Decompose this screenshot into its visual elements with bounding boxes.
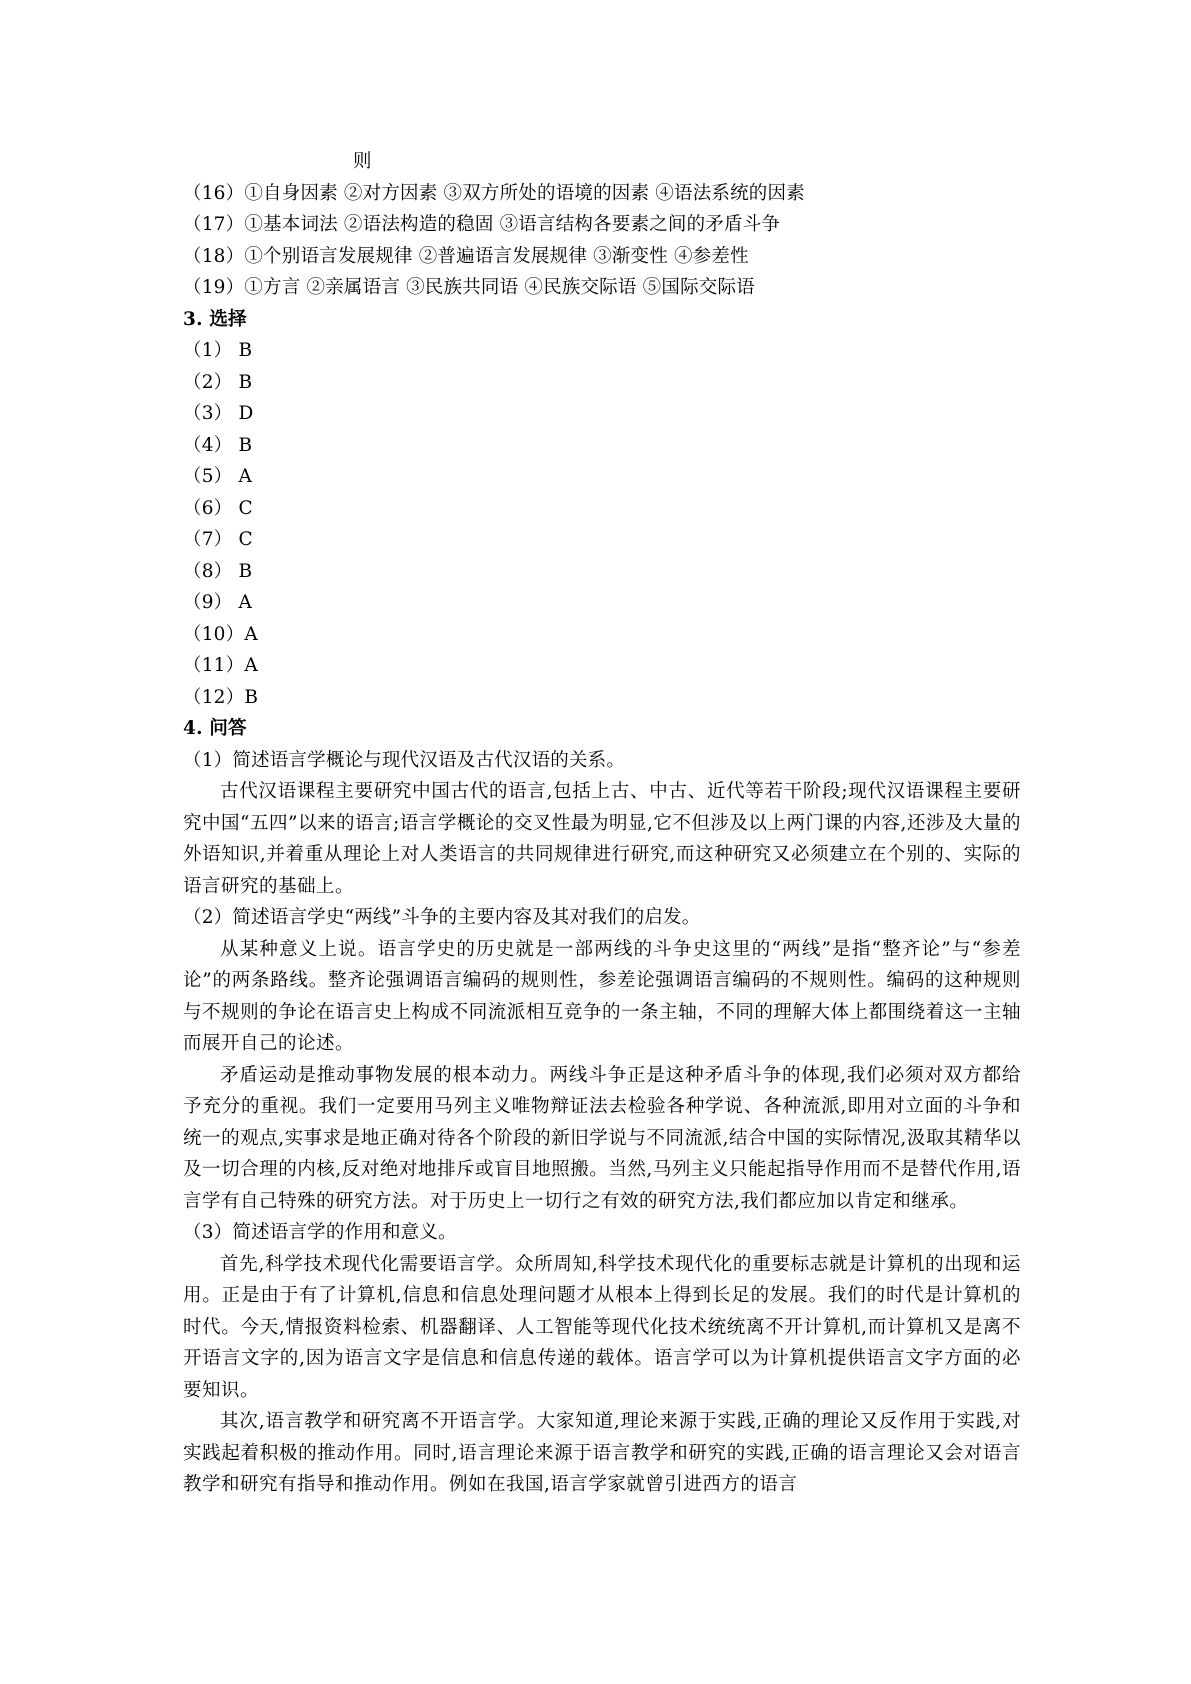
qa-item <box>183 1217 1021 1501</box>
choice-answer: （2） B <box>183 371 253 393</box>
document-page <box>183 146 1021 1501</box>
choice-answer: （12）B <box>183 686 259 708</box>
choice-answer: （11）A <box>183 655 258 676</box>
choice-answer: （9） A <box>183 592 253 613</box>
choice-answer: （10）A <box>183 623 258 645</box>
fill-item: （18）①个别语言发展规律 ②普遍语言发展规律 ③渐变性 ④参差性 <box>183 245 749 267</box>
fill-item: （16）①自身因素 ②对方因素 ③双方所处的语境的因素 ④语法系统的因素 <box>183 182 805 204</box>
answer-paragraph: 从某种意义上说。语言学史的历史就是一部两线的斗争史这里的“两线”是指“整齐论”与“参差论”的两条路线。整齐论强调语言编码的规则性，参差论强调语言编码的不规则性。编码的这种规则与不规则的争论在语言史上构成不同流派相互竞争的一条主轴，不同的理解大体上都围绕着这一主轴而展开自己的论述。 <box>183 938 1021 1054</box>
choice-answer: （1） B <box>183 340 253 361</box>
section-heading-choice: 3. 选择 <box>183 308 247 330</box>
section-heading-qa: 4. 问答 <box>183 718 247 739</box>
fill-continuation: 则 <box>353 151 372 172</box>
fill-item: （19）①方言 ②亲属语言 ③民族共同语 ④民族交际语 ⑤国际交际语 <box>183 277 755 298</box>
choice-answers <box>183 335 1021 713</box>
answer-paragraph: 其次,语言教学和研究离不开语言学。大家知道,理论来源于实践,正确的理论又反作用于实践,对实践起着积极的推动作用。同时,语言理论来源于语言教学和研究的实践,正确的语言理论又会对语言教学和研究有指导和推动作用。例如在我国,语言学家就曾引进西方的语言 <box>183 1411 1021 1495</box>
qa-item <box>183 902 1021 1217</box>
question-title: （3）简述语言学的作用和意义。 <box>183 1222 457 1243</box>
question-title: （2）简述语言学史“两线”斗争的主要内容及其对我们的启发。 <box>183 907 701 928</box>
choice-answer: （8） B <box>183 560 253 582</box>
answer-paragraph: 古代汉语课程主要研究中国古代的语言,包括上古、中古、近代等若干阶段;现代汉语课程主要研究中国“五四”以来的语言;语言学概论的交叉性最为明显,它不但涉及以上两门课的内容,还涉及大量的外语知识,并着重从理论上对人类语言的共同规律进行研究,而这种研究又必须建立在个别的、实际的语言研究的基础上。 <box>183 781 1021 897</box>
answer-paragraph: 矛盾运动是推动事物发展的根本动力。两线斗争正是这种矛盾斗争的体现,我们必须对双方都给予充分的重视。我们一定要用马列主义唯物辩证法去检验各种学说、各种流派,即用对立面的斗争和统一的观点,实事求是地正确对待各个阶段的新旧学说与不同流派,结合中国的实际情况,汲取其精华以及一切合理的内核,反对绝对地排斥或盲目地照搬。当然,马列主义只能起指导作用而不是替代作用,语言学有自己特殊的研究方法。对于历史上一切行之有效的研究方法,我们都应加以肯定和继承。 <box>183 1064 1021 1212</box>
choice-answer: （5） A <box>183 466 253 487</box>
choice-answer: （6） C <box>183 497 253 519</box>
choice-answer: （3） D <box>183 403 254 424</box>
qa-item <box>183 745 1021 903</box>
choice-answer: （7） C <box>183 529 253 550</box>
answer-paragraph: 首先,科学技术现代化需要语言学。众所周知,科学技术现代化的重要标志就是计算机的出现和运用。正是由于有了计算机,信息和信息处理问题才从根本上得到长足的发展。我们的时代是计算机的时代。今天,情报资料检索、机器翻译、人工智能等现代化技术统统离不开计算机,而计算机又是离不开语言文字的,因为语言文字是信息和信息传递的载体。语言学可以为计算机提供语言文字方面的必要知识。 <box>183 1253 1021 1401</box>
choice-answer: （4） B <box>183 434 253 456</box>
question-title: （1）简述语言学概论与现代汉语及古代汉语的关系。 <box>183 749 626 771</box>
fill-in-answers <box>183 178 1021 304</box>
fill-item: （17）①基本词法 ②语法构造的稳固 ③语言结构各要素之间的矛盾斗争 <box>183 214 781 235</box>
